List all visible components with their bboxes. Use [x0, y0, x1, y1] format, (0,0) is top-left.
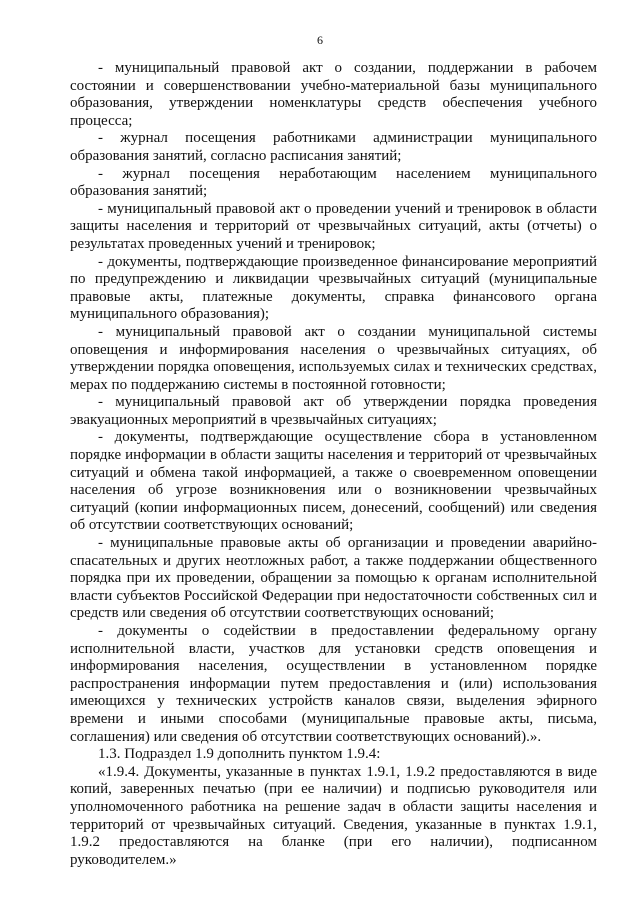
paragraph-11: 1.3. Подраздел 1.9 дополнить пунктом 1.9.4:	[98, 746, 381, 763]
paragraph-8: - документы, подтверждающие осуществление сбора в установленном порядке информации в области защиты населения и территорий от чрезвычайных ситуаций и обмена такой информацией, а также о своевременном оповещении населения об угрозе возникновения или о возникновении чрезвычайных ситуаций (копии информационных писем, донесений, сообщений) или сведения об отсутствии соответствующих оснований;	[70, 429, 597, 534]
paragraph-7: - муниципальный правовой акт об утверждении порядка проведения эвакуационных мероприятий в чрезвычайных ситуациях;	[70, 394, 597, 428]
paragraph-12: «1.9.4. Документы, указанные в пунктах 1.9.1, 1.9.2 предоставляются в виде копий, заверенных печатью (при ее наличии) и подписью руководителя или уполномоченного работника на решение задач в области защиты населения и территорий от чрезвычайных ситуаций. Сведения, указанные в пунктах 1.9.1, 1.9.2 предоставляются на бланке (при его наличии), подписанном руководителем.»	[70, 763, 597, 868]
paragraph-9: - муниципальные правовые акты об организации и проведении аварийно-спасательных и других неотложных работ, а также поддержании общественного порядка при их проведении, обращении за помощью к органам исполнительной власти субъектов Российской Федерации при недостаточности собственных сил и средств или сведения об отсутствии соответствующих оснований;	[70, 535, 597, 622]
paragraph-6: - муниципальный правовой акт о создании муниципальной системы оповещения и информирования населения о чрезвычайных ситуациях, об утверждении порядка оповещения, используемых силах и технических средствах, мерах по поддержанию системы в постоянной готовности;	[70, 323, 597, 393]
paragraph-10: - документы о содействии в предоставлении федеральному органу исполнительной власти, участков для установки средств оповещения и информирования населения, осуществлении в установленном порядке распространения информации путем предоставления и (или) использования имеющихся у технических устройств каналов связи, выделения эфирного времени и иными способами (муниципальные правовые акты, письма, соглашения) или сведения об отсутствии соответствующих оснований).».	[70, 623, 597, 745]
paragraph-3: - журнал посещения неработающим населением муниципального образования занятий;	[70, 165, 597, 200]
paragraph-5: - документы, подтверждающие произведенное финансирование мероприятий по предупреждению и ликвидации чрезвычайных ситуаций (муниципальные правовые акты, платежные документы, справка финансового органа муниципального образования);	[70, 253, 597, 323]
paragraph-2: - журнал посещения работниками администрации муниципального образования занятий, согласно расписания занятий;	[70, 130, 597, 164]
document-body	[70, 60, 597, 869]
page-number: 6	[317, 33, 323, 47]
paragraph-4: - муниципальный правовой акт о проведении учений и тренировок в области защиты населения и территорий от чрезвычайных ситуаций, акты (отчеты) о результатах проведенных учений и тренировок;	[70, 200, 597, 252]
paragraph-1: - муниципальный правовой акт о создании, поддержании в рабочем состоянии и совершенствовании учебно-материальной базы муниципального образования, утверждении номенклатуры средств обеспечения учебного процесса;	[70, 60, 597, 129]
